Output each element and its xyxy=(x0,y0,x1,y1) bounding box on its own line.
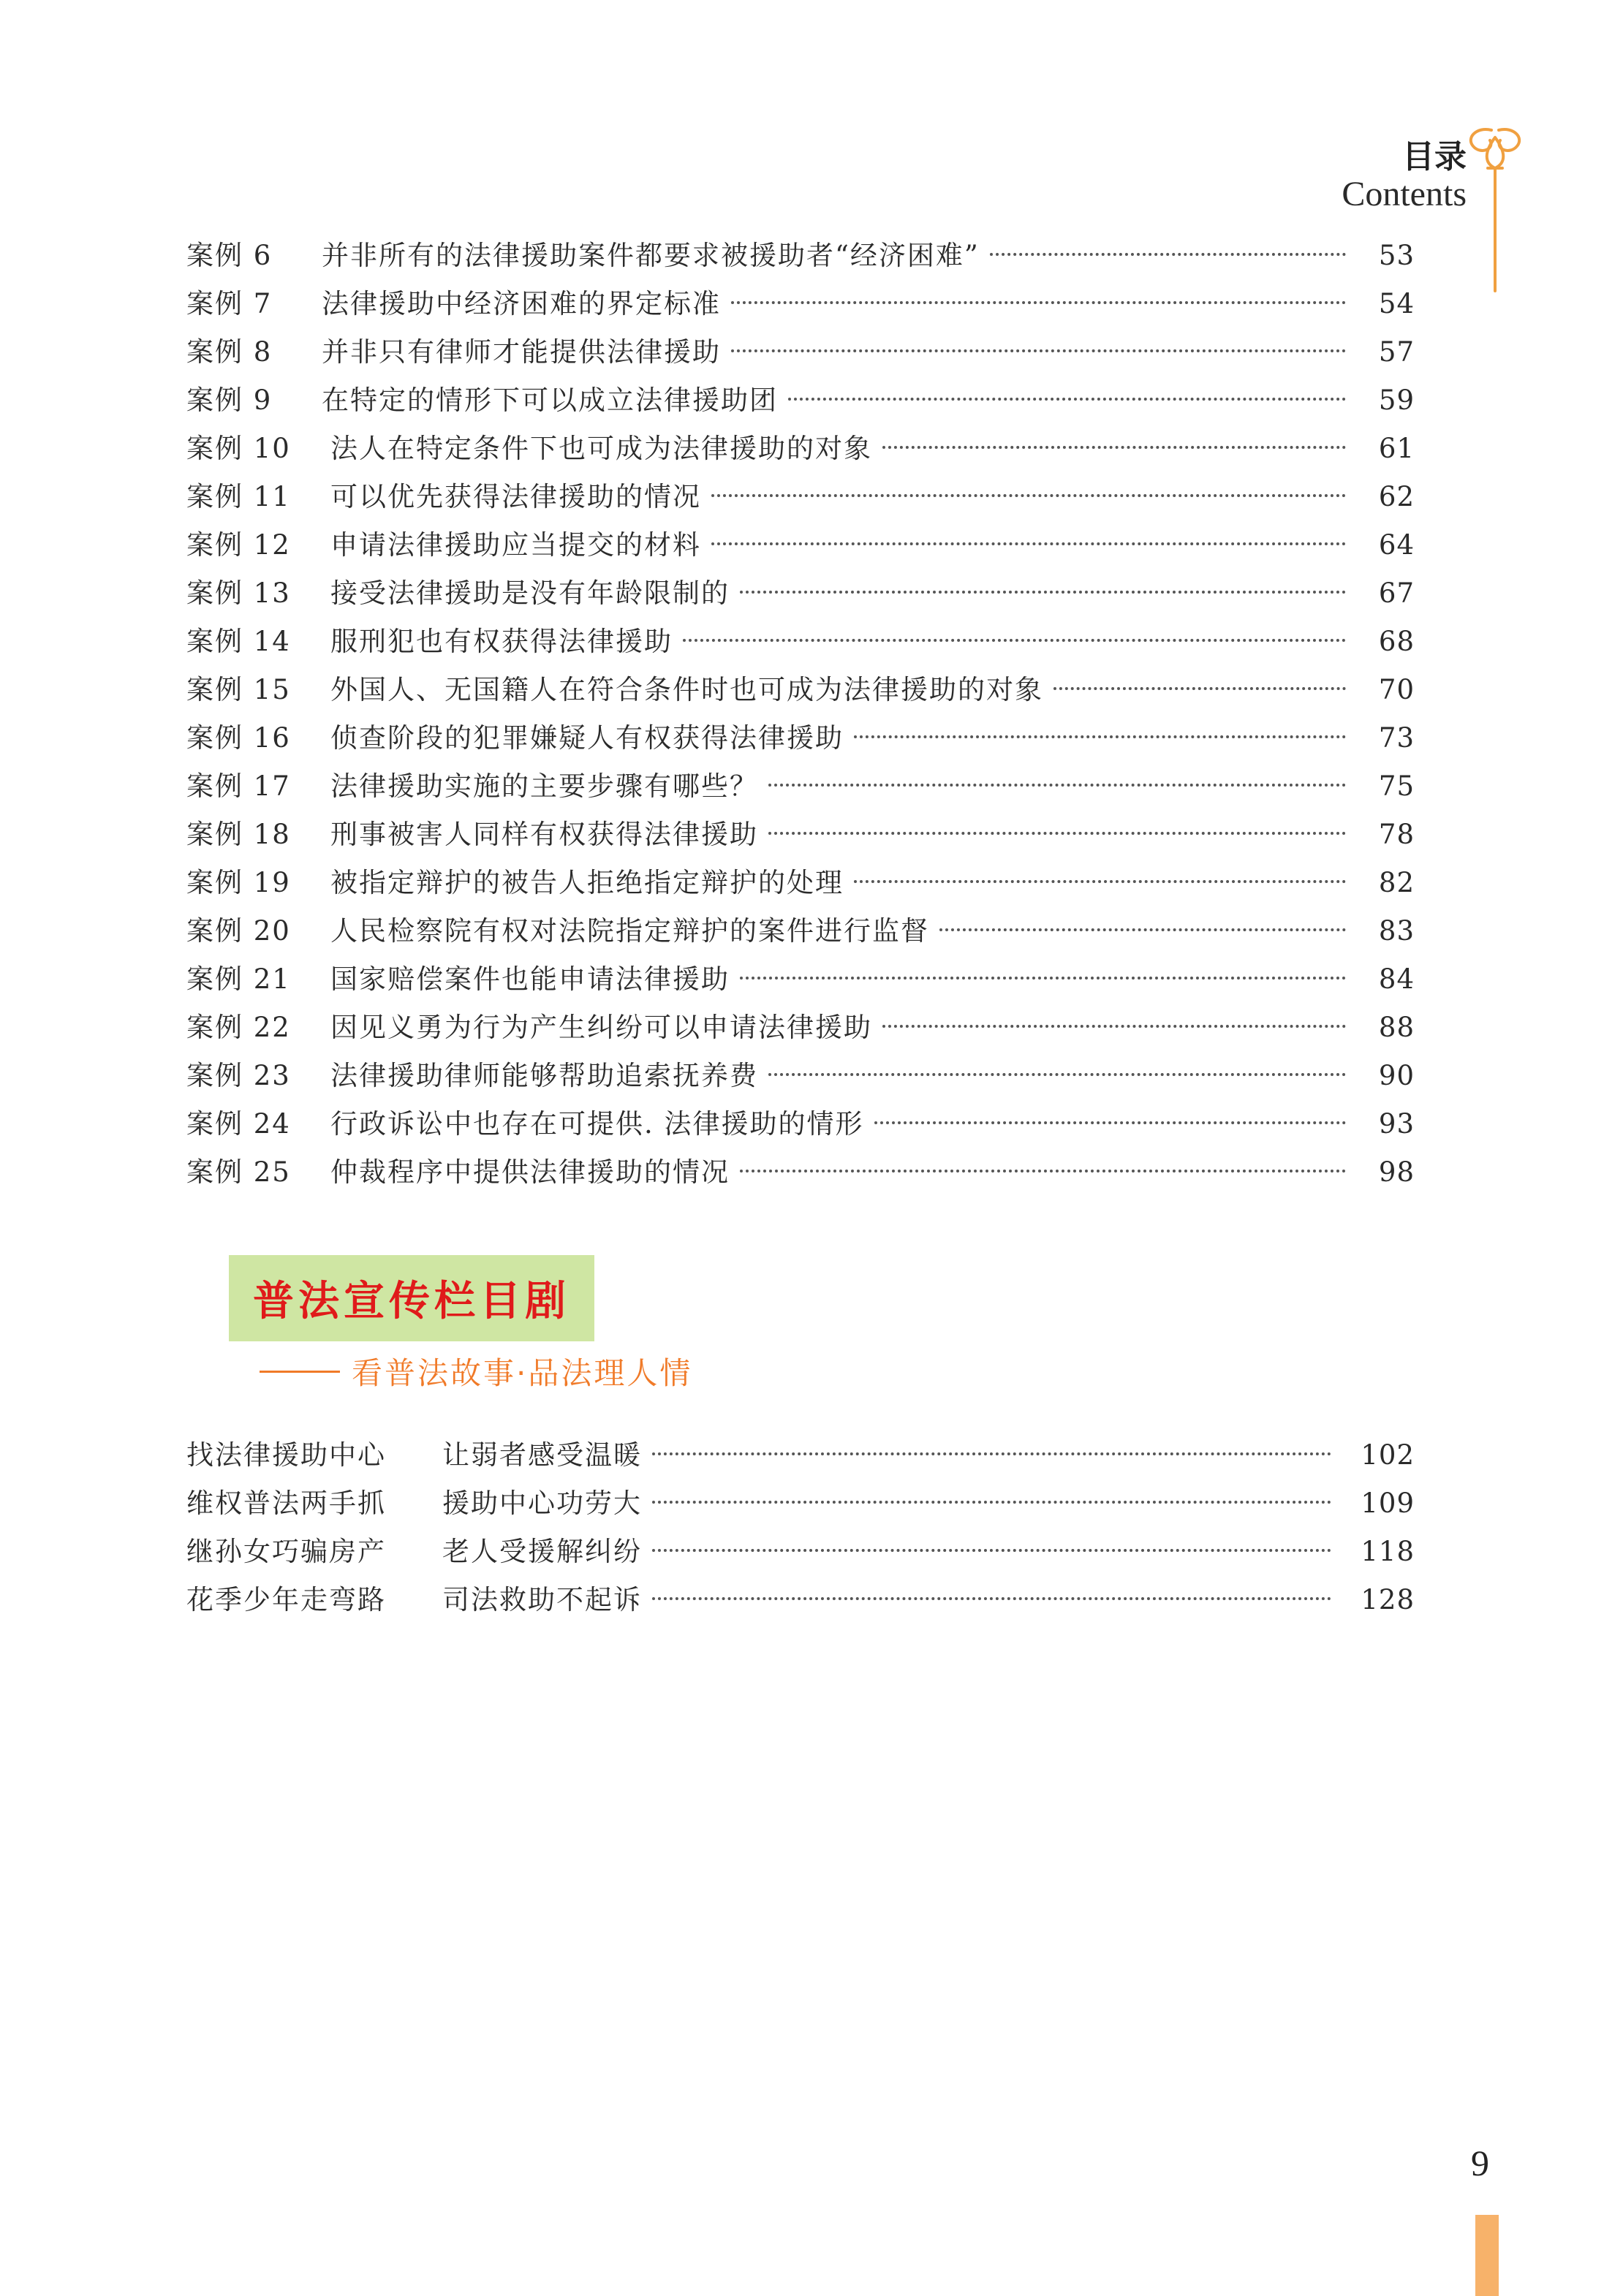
drama-title-part1: 继孙女巧骗房产 xyxy=(186,1536,386,1567)
dot-leader xyxy=(768,832,1346,835)
page-number: 9 xyxy=(1471,2142,1489,2183)
case-label: 案例 12 xyxy=(186,529,291,561)
case-title: 可以优先获得法律援助的情况 xyxy=(330,481,701,512)
case-title: 并非所有的法律援助案件都要求被援助者“经济困难” xyxy=(322,240,980,271)
toc-row[interactable] xyxy=(186,280,1415,328)
drama-title-part1: 维权普法两手抓 xyxy=(186,1488,386,1519)
case-title: 人民检察院有权对法院指定辩护的案件进行监督 xyxy=(330,915,929,947)
page-ref: 102 xyxy=(1361,1439,1415,1471)
dot-leader xyxy=(652,1452,1331,1455)
page-ref: 59 xyxy=(1378,384,1415,416)
toc-row[interactable] xyxy=(186,666,1415,714)
page-ref: 53 xyxy=(1378,240,1415,271)
case-title: 外国人、无国籍人在符合条件时也可成为法律援助的对象 xyxy=(330,674,1043,705)
toc-row[interactable] xyxy=(186,1528,1415,1576)
header-subtitle: Contents xyxy=(1342,175,1467,213)
dot-leader xyxy=(740,977,1346,980)
case-title: 并非只有律师才能提供法律援助 xyxy=(322,336,721,368)
dot-leader xyxy=(788,398,1346,401)
page-ref: 98 xyxy=(1378,1156,1415,1188)
page-ref: 57 xyxy=(1378,336,1415,368)
dot-leader xyxy=(768,1073,1346,1076)
case-label: 案例 25 xyxy=(186,1156,291,1188)
toc-row[interactable] xyxy=(186,714,1415,762)
page-ref: 64 xyxy=(1378,529,1415,561)
case-title: 因见义勇为行为产生纠纷可以申请法律援助 xyxy=(330,1012,872,1043)
case-title: 申请法律援助应当提交的材料 xyxy=(330,529,701,561)
case-label: 案例 19 xyxy=(186,867,291,898)
toc-row[interactable] xyxy=(186,328,1415,376)
drama-title-part2: 援助中心功劳大 xyxy=(442,1488,642,1519)
section-title: 普法宣传栏目剧 xyxy=(253,1278,570,1325)
section-subtitle: 看普法故事·品法理人情 xyxy=(352,1355,693,1391)
dot-leader xyxy=(652,1597,1331,1600)
dot-leader xyxy=(683,639,1346,642)
page-ref: 61 xyxy=(1378,433,1415,464)
toc-row[interactable] xyxy=(186,1431,1415,1479)
toc-row[interactable] xyxy=(186,907,1415,955)
section-banner xyxy=(229,1255,594,1341)
case-title: 行政诉讼中也存在可提供. 法律援助的情形 xyxy=(330,1108,864,1140)
case-label: 案例 15 xyxy=(186,674,291,705)
page-ref: 83 xyxy=(1378,915,1415,947)
toc-row[interactable] xyxy=(186,569,1415,618)
toc-row[interactable] xyxy=(186,473,1415,521)
case-title: 法律援助律师能够帮助追索抚养费 xyxy=(330,1060,758,1091)
case-title: 服刑犯也有权获得法律援助 xyxy=(330,626,673,657)
dot-leader xyxy=(740,1170,1346,1172)
toc-row[interactable] xyxy=(186,811,1415,859)
case-label: 案例 21 xyxy=(186,963,291,995)
page-ref: 88 xyxy=(1378,1012,1415,1043)
drama-title-part2: 让弱者感受温暖 xyxy=(442,1439,642,1471)
case-title: 国家赔偿案件也能申请法律援助 xyxy=(330,963,730,995)
dot-leader xyxy=(740,591,1346,594)
case-label: 案例 8 xyxy=(186,336,273,368)
dot-leader xyxy=(874,1121,1346,1124)
dot-leader xyxy=(854,880,1346,883)
dot-leader xyxy=(711,542,1346,545)
header-title: 目录 xyxy=(1402,138,1467,175)
drama-title-part2: 老人受援解纠纷 xyxy=(442,1536,642,1567)
page-ref: 68 xyxy=(1378,626,1415,657)
case-label: 案例 14 xyxy=(186,626,291,657)
dot-leader xyxy=(1053,687,1346,690)
page-ref: 93 xyxy=(1378,1108,1415,1140)
page-ref: 78 xyxy=(1378,819,1415,850)
page-ref: 128 xyxy=(1361,1584,1415,1615)
dot-leader xyxy=(731,301,1346,304)
case-label: 案例 9 xyxy=(186,384,273,416)
page-ref: 118 xyxy=(1361,1536,1415,1567)
edge-tab xyxy=(1475,2215,1499,2296)
toc-row[interactable] xyxy=(186,425,1415,473)
case-label: 案例 20 xyxy=(186,915,291,947)
dot-leader xyxy=(711,494,1346,497)
dot-leader xyxy=(768,784,1346,787)
case-label: 案例 10 xyxy=(186,433,291,464)
page-ref: 62 xyxy=(1378,481,1415,512)
case-label: 案例 7 xyxy=(186,288,273,319)
toc-row[interactable] xyxy=(186,955,1415,1004)
toc-row[interactable] xyxy=(186,1100,1415,1148)
drama-title-part2: 司法救助不起诉 xyxy=(442,1584,642,1615)
page-ref: 67 xyxy=(1378,577,1415,609)
case-label: 案例 16 xyxy=(186,722,291,754)
case-title: 法人在特定条件下也可成为法律援助的对象 xyxy=(330,433,872,464)
dot-leader xyxy=(882,1025,1346,1028)
toc-row[interactable] xyxy=(186,1004,1415,1052)
scroll-ornament-icon xyxy=(1455,123,1535,298)
case-title: 在特定的情形下可以成立法律援助团 xyxy=(322,384,778,416)
dot-leader xyxy=(854,735,1346,738)
case-title: 法律援助中经济困难的界定标准 xyxy=(322,288,721,319)
toc-row[interactable] xyxy=(186,1576,1415,1624)
toc-row[interactable] xyxy=(186,521,1415,569)
dash-divider xyxy=(260,1371,340,1373)
drama-title-part1: 花季少年走弯路 xyxy=(186,1584,386,1615)
case-label: 案例 17 xyxy=(186,770,291,802)
page-ref: 54 xyxy=(1378,288,1415,319)
page-ref: 109 xyxy=(1361,1488,1415,1519)
page-ref: 84 xyxy=(1378,963,1415,995)
toc-row[interactable] xyxy=(186,232,1415,280)
case-title: 被指定辩护的被告人拒绝指定辩护的处理 xyxy=(330,867,844,898)
dot-leader xyxy=(939,928,1346,931)
toc-row[interactable] xyxy=(186,1479,1415,1528)
case-label: 案例 11 xyxy=(186,481,291,512)
case-title: 仲裁程序中提供法律援助的情况 xyxy=(330,1156,730,1188)
case-title: 刑事被害人同样有权获得法律援助 xyxy=(330,819,758,850)
case-label: 案例 24 xyxy=(186,1108,291,1140)
drama-title-part1: 找法律援助中心 xyxy=(186,1439,386,1471)
case-label: 案例 13 xyxy=(186,577,291,609)
section-subtitle-line xyxy=(260,1349,692,1393)
toc-row[interactable] xyxy=(186,762,1415,811)
toc-row[interactable] xyxy=(186,376,1415,425)
drama-toc-list xyxy=(186,1431,1415,1624)
case-toc-list xyxy=(186,232,1415,1197)
dot-leader xyxy=(882,446,1346,449)
dot-leader xyxy=(731,349,1346,352)
case-title: 接受法律援助是没有年龄限制的 xyxy=(330,577,730,609)
dot-leader xyxy=(652,1549,1331,1552)
page-ref: 90 xyxy=(1378,1060,1415,1091)
page-ref: 73 xyxy=(1378,722,1415,754)
case-label: 案例 22 xyxy=(186,1012,291,1043)
case-label: 案例 18 xyxy=(186,819,291,850)
page-ref: 70 xyxy=(1378,674,1415,705)
toc-row[interactable] xyxy=(186,859,1415,907)
case-title: 侦查阶段的犯罪嫌疑人有权获得法律援助 xyxy=(330,722,844,754)
case-title: 法律援助实施的主要步骤有哪些？ xyxy=(330,770,758,802)
case-label: 案例 23 xyxy=(186,1060,291,1091)
dot-leader xyxy=(652,1501,1331,1504)
page-ref: 75 xyxy=(1378,770,1415,802)
page-ref: 82 xyxy=(1378,867,1415,898)
toc-row[interactable] xyxy=(186,1148,1415,1197)
dot-leader xyxy=(990,253,1346,256)
case-label: 案例 6 xyxy=(186,240,273,271)
toc-row[interactable] xyxy=(186,618,1415,666)
toc-row[interactable] xyxy=(186,1052,1415,1100)
